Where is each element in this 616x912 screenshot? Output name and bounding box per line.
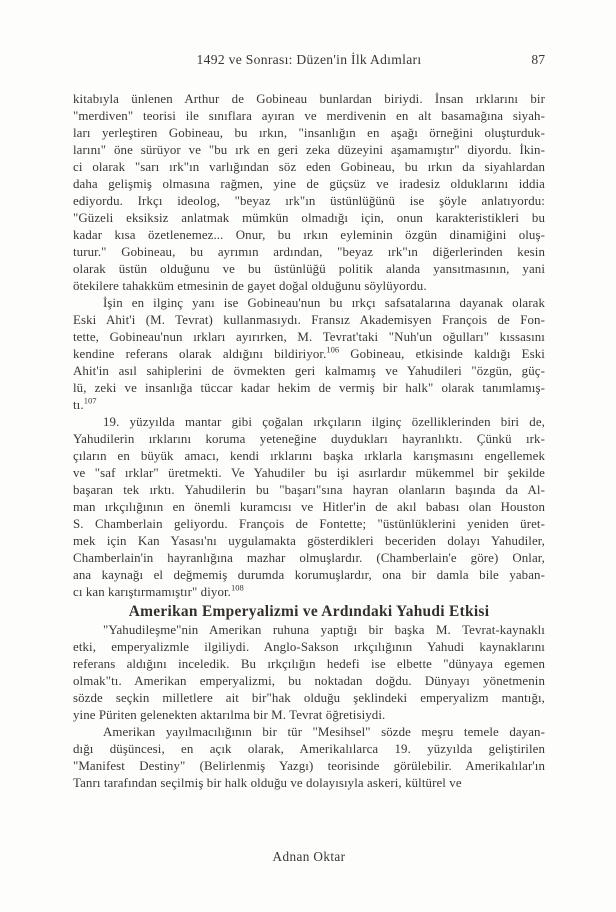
text-line: turur." Gobineau, bu ayrımın ardından, "beyaz ırk"ın diğerlerinden kesin: [73, 245, 545, 259]
paragraph: [73, 91, 545, 295]
paragraph: [73, 724, 545, 792]
text-line: başaran tek ırktı. Yahudilerin bu "başarı"sına hayran olanların başında da Al-: [73, 483, 545, 497]
paragraph: [73, 414, 545, 601]
running-title: 1492 ve Sonrası: Düzen'in İlk Adımları: [196, 52, 422, 67]
text-line: Amerikan yayılmacılığının bir tür "Mesihsel" sözde meşru temele dayan-: [103, 725, 545, 739]
text-line: daha gelişmiş olmasına rağmen, yine de güçsüz ve iradesiz olduklarını iddia: [73, 177, 545, 191]
text-line: dığı düşüncesi, en açık olarak, Amerikalılarca 19. yüzyılda geliştirilen: [73, 742, 545, 756]
text-line: cı kan karıştırmamıştır" diyor.$^{108}$: [73, 582, 244, 599]
text-line: Tanrı tarafından seçilmiş bir halk olduğu ve dolayısıyla askeri, kültürel ve: [73, 776, 462, 790]
footnote-reference: 106: [326, 344, 340, 355]
text-line: sözde seçkin milletlere ait bir"hak olduğu şeklindeki emperyalizm mantığı,: [73, 691, 545, 705]
text-line: "merdiven" teorisi ile sınıflara ayıran ve merdivenin en alt basamağına siyah-: [73, 109, 545, 123]
text-line: "Güzeli eksiksiz anlatmak mümkün olmadığı için, onun karakteristikleri bu: [73, 211, 545, 225]
text-line: olmak"tı. Amerikan emperyalizmi, bu noktadan doğdu. Dünyayı yönetmenin: [73, 674, 545, 688]
text-line: etki, emperyalizmle ilgiliydi. Anglo-Sakson ırkçılığının Yahudi kaynaklarını: [73, 640, 545, 654]
text-line: lü, zeki ve insanlığa tüccar kadar hekim de vermiş bir halk" olarak tanımlamış-: [73, 381, 545, 395]
page-header: [73, 51, 545, 69]
footnote-reference: 108: [231, 582, 244, 593]
text-line: yine Püriten gelenekten aktarılma bir M. Tevrat öğretisiydi.: [73, 708, 386, 722]
text-line: tı.$^{107}$: [73, 395, 97, 412]
paragraph: [73, 622, 545, 724]
text-line: kendine referans olarak aldığını bildiriyor.$^{106}$ Gobineau, etkisinde kaldığı Eski: [73, 344, 545, 361]
text-line: larını" öne sürüyor ve "bu ırk en geri zeka düzeyini aşamamıştır" diyordu. İkin-: [73, 143, 545, 157]
text-line: çıların en büyük amacı, kendi ırklarını başka ırklarla karışmasını engellemek: [73, 449, 545, 463]
text-line: ları yerleştiren Gobineau, bu ırkın, "insanlığın en aşağı örneğini oluşturduk-: [73, 126, 545, 140]
text-line: Eski Ahit'i (M. Tevrat) kullanmasıydı. Fransız Akademisyen François de Fon-: [73, 313, 545, 327]
text-line: "Yahudileşme"nin Amerikan ruhuna yaptığı bir başka M. Tevrat-kaynaklı: [103, 623, 545, 637]
text-line: olarak üstün olduğunu ve bu üstünlüğü politik alanda yansıtmasının, yani: [73, 262, 545, 276]
page-number: 87: [531, 52, 545, 67]
text-line: ana kaynağı el değmemiş durumda korumuşlardır, ona bir damla bile yaban-: [73, 568, 545, 582]
text-line: İşin en ilginç yanı ise Gobineau'nun bu ırkçı safsatalarına dayanak olarak: [103, 296, 545, 310]
text-line: ötekilere tahakküm etmesinin de gayet doğal olduğunu söylüyordu.: [73, 279, 427, 293]
text-line: Ahit'in asıl sahiplerini de övmekten geri kalmamış ve Yahudileri "özgün, güç-: [73, 364, 545, 378]
text-line: man ırkçılığının en önemli kuramcısı ve Hitler'in de akıl babası olan Houston: [73, 500, 545, 514]
text-line: kadar kısa özetlenemez... Onur, bu ırkın eyleminin özgün dinamiğini oluş-: [73, 228, 545, 242]
text-line: kitabıyla ünlenen Arthur de Gobineau bunlardan biriydi. İnsan ırklarını bir: [73, 92, 545, 106]
text-line: Yahudilerin ırklarını koruma yeteneğine duydukları hayranlıktı. Çünkü ırk-: [73, 432, 545, 446]
text-line: S. Chamberlain geliyordu. François de Fontette; "üstünlüklerini yeniden üret-: [73, 517, 545, 531]
text-line: 19. yüzyılda mantar gibi çoğalan ırkçıların ilginç özelliklerinden biri de,: [103, 415, 545, 429]
text-line: tette, Gobineau'nun ırkları ayırırken, M. Tevrat'taki "Nuh'un oğulları" kıssasını: [73, 330, 545, 344]
footnote-reference: 107: [83, 395, 97, 406]
page-footer: [73, 848, 545, 865]
text-line: "Manifest Destiny" (Belirlenmiş Yazgı) teorisinde görülebilir. Amerikalılar'ın: [73, 759, 545, 773]
text-line: referans aldığını inceledik. Bu ırkçılığın hedefi ise elbette "dünyaya egemen: [73, 657, 545, 671]
text-line: Chamberlain'in hayranlığına mazhar olmuşlardır. (Chamberlain'e göre) Onlar,: [73, 551, 545, 565]
text-line: ediyordu. Irkçı ideolog, "beyaz ırk"ın üstünlüğünü ise şöyle anlatıyordu:: [73, 194, 545, 208]
author-name: Adnan Oktar: [272, 849, 346, 864]
paragraph: [73, 295, 545, 414]
text-line: ci olarak "sarı ırk"ın varlığından söz eden Gobineau, bu ırkın da siyahlardan: [73, 160, 545, 174]
body-text: [73, 91, 545, 792]
text-line: ve "saf ırklar" üretmekti. Ve Yahudiler bu işi asırlardır mükemmel bir şekilde: [73, 466, 545, 480]
text-line: mek için Kan Yasası'nı uygulamakta gösterdikleri beceriden dolayı Yahudiler,: [73, 534, 545, 548]
section-heading: Amerikan Emperyalizmi ve Ardındaki Yahudi Etkisi: [128, 603, 490, 620]
